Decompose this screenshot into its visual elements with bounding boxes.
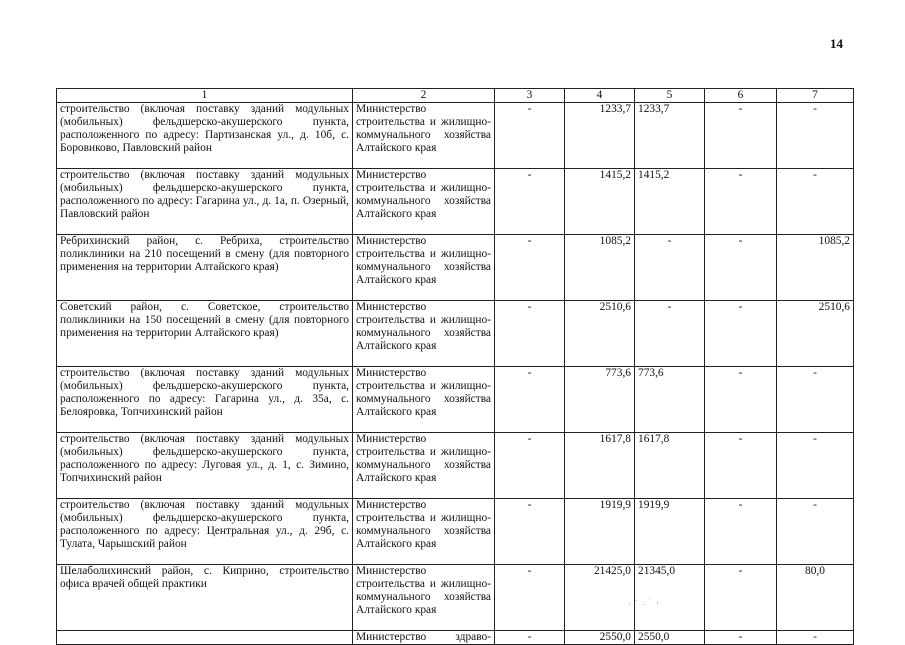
value-col-4: 1233,7 [565,103,635,169]
value-col-7: 1085,2 [777,235,854,301]
value-col-6: - [705,367,777,433]
value-col-5: - [635,301,705,367]
value-col-5: 2550,0 [635,631,705,645]
table-row [57,367,854,433]
value-col-6: - [705,565,777,631]
column-header: 1 [57,89,353,103]
value-col-6: - [705,169,777,235]
object-description: строительство (включая поставку зданий модульных (мобильных) фельдшерско-акушерского пункта, расположенного по адресу: Луговая ул., д. 1, с. Зимино, Топчихинский район [57,433,353,499]
table-row [57,301,854,367]
value-col-4: 773,6 [565,367,635,433]
value-col-6: - [705,235,777,301]
responsible-ministry: Министерство здраво- [353,631,495,645]
value-col-4: 1919,9 [565,499,635,565]
column-header: 3 [495,89,565,103]
value-col-4: 2510,6 [565,301,635,367]
value-col-6: - [705,499,777,565]
value-col-3: - [495,433,565,499]
responsible-ministry: Министерство строительства и жилищно-коммунального хозяйства Алтайского края [353,433,495,499]
value-col-5: 21345,0 [635,565,705,631]
value-col-6: - [705,103,777,169]
value-col-4: 1415,2 [565,169,635,235]
table-row [57,565,854,631]
column-header: 4 [565,89,635,103]
table-row [57,631,854,645]
table-row [57,433,854,499]
value-col-3: - [495,499,565,565]
column-header: 7 [777,89,854,103]
responsible-ministry: Министерство строительства и жилищно-коммунального хозяйства Алтайского края [353,367,495,433]
value-col-3: - [495,301,565,367]
responsible-ministry: Министерство строительства и жилищно-коммунального хозяйства Алтайского края [353,565,495,631]
page-number: 14 [830,36,843,51]
value-col-4: 2550,0 [565,631,635,645]
scan-artifact: · ˙ . ˙ , [627,594,661,610]
object-description: Ребрихинский район, с. Ребриха, строительство поликлиники на 210 посещений в смену (для повторного применения на территории Алтайского края) [57,235,353,301]
value-col-7: 2510,6 [777,301,854,367]
column-number-row [57,89,854,103]
value-col-7: - [777,367,854,433]
table-row [57,235,854,301]
value-col-6: - [705,433,777,499]
value-col-7: - [777,433,854,499]
value-col-7: 80,0 [777,565,854,631]
value-col-7: - [777,103,854,169]
value-col-3: - [495,103,565,169]
column-header: 5 [635,89,705,103]
table-row [57,499,854,565]
responsible-ministry: Министерство строительства и жилищно-коммунального хозяйства Алтайского края [353,169,495,235]
value-col-7: - [777,631,854,645]
object-description: строительство (включая поставку зданий модульных (мобильных) фельдшерско-акушерского пункта, расположенного по адресу: Гагарина ул., д. 35а, с. Белояровка, Топчихинский район [57,367,353,433]
value-col-7: - [777,169,854,235]
table-row [57,103,854,169]
value-col-5: 1617,8 [635,433,705,499]
value-col-5: 1233,7 [635,103,705,169]
value-col-3: - [495,565,565,631]
object-description: Шелаболихинский район, с. Киприно, строительство офиса врачей общей практики [57,565,353,631]
value-col-5: 1919,9 [635,499,705,565]
responsible-ministry: Министерство строительства и жилищно-коммунального хозяйства Алтайского края [353,301,495,367]
value-col-7: - [777,499,854,565]
value-col-3: - [495,367,565,433]
value-col-4: 1617,8 [565,433,635,499]
responsible-ministry: Министерство строительства и жилищно-коммунального хозяйства Алтайского края [353,499,495,565]
value-col-4: 1085,2 [565,235,635,301]
budget-table [56,88,854,645]
column-header: 6 [705,89,777,103]
object-description: Советский район, с. Советское, строительство поликлиники на 150 посещений в смену (для повторного применения на территории Алтайского края) [57,301,353,367]
value-col-3: - [495,235,565,301]
value-col-5: 773,6 [635,367,705,433]
value-col-4: 21425,0 [565,565,635,631]
value-col-6: - [705,631,777,645]
object-description: строительство (включая поставку зданий модульных (мобильных) фельдшерско-акушерского пункта, расположенного по адресу: Центральная ул., д. 29б, с. Тулата, Чарышский район [57,499,353,565]
responsible-ministry: Министерство строительства и жилищно-коммунального хозяйства Алтайского края [353,103,495,169]
table-row [57,169,854,235]
value-col-5: - [635,235,705,301]
value-col-6: - [705,301,777,367]
value-col-5: 1415,2 [635,169,705,235]
object-description [57,631,353,645]
object-description: строительство (включая поставку зданий модульных (мобильных) фельдшерско-акушерского пункта, расположенного по адресу: Гагарина ул., д. 1а, п. Озерный, Павловский район [57,169,353,235]
value-col-3: - [495,631,565,645]
column-header: 2 [353,89,495,103]
object-description: строительство (включая поставку зданий модульных (мобильных) фельдшерско-акушерского пункта, расположенного по адресу: Партизанская ул., д. 10б, с. Боровиково, Павловский район [57,103,353,169]
value-col-3: - [495,169,565,235]
responsible-ministry: Министерство строительства и жилищно-коммунального хозяйства Алтайского края [353,235,495,301]
